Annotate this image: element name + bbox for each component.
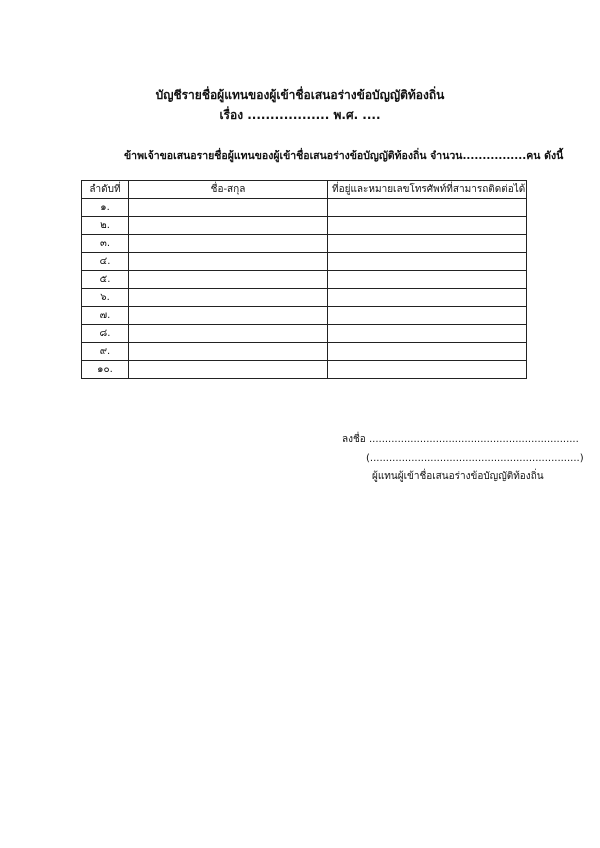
row-name-cell bbox=[129, 199, 328, 217]
document-subject-line: เรื่อง .................. พ.ศ. .... bbox=[219, 108, 381, 122]
row-number: ๘. bbox=[82, 325, 129, 343]
row-name-cell bbox=[129, 361, 328, 379]
table-row bbox=[82, 325, 527, 343]
row-number: ๖. bbox=[82, 289, 129, 307]
column-header-number: ลำดับที่ bbox=[82, 181, 129, 199]
signer-role-caption: ผู้แทนผู้เข้าชื่อเสนอร่างข้อบัญญัติท้องถิ่น bbox=[372, 471, 544, 482]
row-name-cell bbox=[129, 235, 328, 253]
row-number: ๓. bbox=[82, 235, 129, 253]
printed-name-line: (..................................................................) bbox=[366, 453, 584, 464]
row-number: ๔. bbox=[82, 253, 129, 271]
signature-line: ลงชื่อ .................................................................. bbox=[342, 434, 579, 445]
table-row bbox=[82, 271, 527, 289]
representative-table bbox=[81, 180, 527, 379]
row-address-cell bbox=[328, 271, 527, 289]
row-number: ๑๐. bbox=[82, 361, 129, 379]
row-name-cell bbox=[129, 289, 328, 307]
row-name-cell bbox=[129, 217, 328, 235]
table-row bbox=[82, 199, 527, 217]
row-address-cell bbox=[328, 361, 527, 379]
row-name-cell bbox=[129, 343, 328, 361]
row-number: ๕. bbox=[82, 271, 129, 289]
row-name-cell bbox=[129, 307, 328, 325]
row-number: ๙. bbox=[82, 343, 129, 361]
row-address-cell bbox=[328, 235, 527, 253]
column-header-address: ที่อยู่และหมายเลขโทรศัพท์ที่สามารถติดต่อได้ bbox=[328, 181, 527, 199]
table-row bbox=[82, 235, 527, 253]
column-header-name: ชื่อ-สกุล bbox=[129, 181, 328, 199]
document-title: บัญชีรายชื่อผู้แทนของผู้เข้าชื่อเสนอร่างข้อบัญญัติท้องถิ่น bbox=[155, 88, 445, 102]
row-address-cell bbox=[328, 217, 527, 235]
row-name-cell bbox=[129, 271, 328, 289]
row-number: ๑. bbox=[82, 199, 129, 217]
table-row bbox=[82, 289, 527, 307]
row-name-cell bbox=[129, 253, 328, 271]
row-number: ๗. bbox=[82, 307, 129, 325]
row-address-cell bbox=[328, 307, 527, 325]
table-row bbox=[82, 361, 527, 379]
row-address-cell bbox=[328, 199, 527, 217]
row-address-cell bbox=[328, 253, 527, 271]
row-number: ๒. bbox=[82, 217, 129, 235]
table-row bbox=[82, 343, 527, 361]
intro-statement: ข้าพเจ้าขอเสนอรายชื่อผู้แทนของผู้เข้าชื่อเสนอร่างข้อบัญญัติท้องถิ่น จำนวน................คน ดังนี้ bbox=[124, 150, 564, 162]
table-header-row bbox=[82, 181, 527, 199]
row-address-cell bbox=[328, 289, 527, 307]
row-address-cell bbox=[328, 325, 527, 343]
row-address-cell bbox=[328, 343, 527, 361]
table-row bbox=[82, 217, 527, 235]
row-name-cell bbox=[129, 325, 328, 343]
table-row bbox=[82, 307, 527, 325]
table-row bbox=[82, 253, 527, 271]
